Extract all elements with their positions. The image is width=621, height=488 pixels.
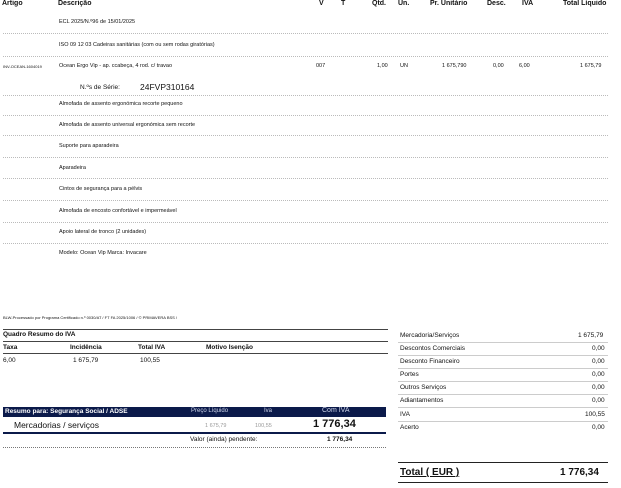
divider	[398, 342, 608, 343]
quadro-iva-taxa: 6,00	[3, 357, 16, 364]
col-v: V	[319, 0, 324, 7]
totais-label: IVA	[400, 411, 410, 418]
resumo-ss-row-preco: 1 675,79	[205, 423, 227, 429]
resumo-ss-col-com-iva: Com IVA	[322, 407, 350, 414]
totais-label: Acerto	[400, 424, 419, 431]
totais-label: Portes	[400, 371, 419, 378]
totais-value: 0,00	[592, 424, 605, 431]
accessory-item: Apoio lateral de tronco (2 unidades)	[59, 229, 147, 235]
col-un: Un.	[398, 0, 410, 7]
totais-value: 0,00	[592, 384, 605, 391]
total-label: Total ( EUR )	[400, 467, 460, 478]
divider	[3, 115, 608, 116]
line-iso: ISO 09 12 03 Cadeiras sanitárias (com ou sem rodas giratórias)	[59, 42, 215, 48]
divider	[398, 462, 608, 463]
divider	[3, 243, 608, 244]
col-pr-unitario: Pr. Unitário	[430, 0, 468, 7]
serie-value: 24FVP310164	[140, 82, 195, 92]
divider	[398, 407, 608, 408]
divider	[3, 56, 608, 57]
totais-value: 0,00	[592, 345, 605, 352]
divider	[3, 33, 608, 34]
divider	[3, 178, 608, 179]
col-descricao: Descrição	[58, 0, 92, 7]
col-t: T	[341, 0, 346, 7]
accessory-item: Aparadeira	[59, 165, 86, 171]
item-v: 007	[316, 63, 326, 69]
divider	[398, 394, 608, 395]
divider	[3, 222, 608, 223]
divider	[398, 368, 608, 369]
totais-value: 1 675,79	[578, 332, 604, 339]
quadro-iva-total-iva: 100,55	[140, 357, 160, 364]
totais-label: Outros Serviços	[400, 384, 447, 391]
col-qtd: Qtd.	[372, 0, 386, 7]
accessory-item: Cintos de segurança para a pélvis	[59, 186, 143, 192]
accessory-item: Suporte para aparadeira	[59, 143, 119, 149]
divider	[3, 329, 388, 330]
item-un: UN	[400, 63, 408, 69]
certificacao-note: BLW-Processado por Programa Certificado n.º 0030/AT / FT FA 2025/1006 / © PRIMAVERA BSS /	[3, 315, 178, 320]
line-ecl: ECL 2025/N.º96 de 15/01/2025	[59, 19, 136, 25]
item-descricao: Ocean Ergo Vip - ap. ccabeça, 4 rod. c/ travao	[59, 63, 173, 69]
resumo-ss-col-iva: Iva	[264, 408, 273, 414]
divider	[3, 135, 608, 136]
totais-label: Mercadoria/Serviços	[400, 332, 460, 339]
serie-label: N.ºs de Série:	[80, 84, 120, 91]
accessory-item: Modelo: Ocean Vip Marca: Invacare	[59, 250, 147, 256]
quadro-iva-incidencia: 1 675,79	[73, 357, 99, 364]
divider	[3, 353, 388, 354]
quadro-iva-col-taxa: Taxa	[3, 344, 18, 351]
item-artigo: INV-OCEAN-1604019	[3, 64, 42, 69]
accessory-item: Almofada de encosto confortável e impermeável	[59, 208, 177, 214]
item-qtd: 1,00	[377, 63, 388, 69]
col-total-liquido: Total Líquido	[563, 0, 607, 7]
accessory-item: Almofada de assento universal ergonómica sem recorte	[59, 122, 196, 128]
item-desc: 0,00	[493, 63, 504, 69]
totais-value: 0,00	[592, 358, 605, 365]
totais-label: Desconto Financeiro	[400, 358, 460, 365]
divider	[398, 421, 608, 422]
accessory-item: Almofada de assento ergonómica recorte pequeno	[59, 101, 183, 107]
col-iva: IVA	[522, 0, 534, 7]
totais-value: 0,00	[592, 371, 605, 378]
item-total: 1 675,79	[580, 63, 602, 69]
quadro-iva-title: Quadro Resumo do IVA	[3, 331, 76, 338]
totais-value: 0,00	[592, 397, 605, 404]
pendente-label: Valor (ainda) pendente:	[190, 436, 258, 443]
totais-label: Adiantamentos	[400, 397, 444, 404]
resumo-ss-row-iva: 100,55	[255, 423, 272, 429]
divider	[3, 432, 386, 434]
pendente-value: 1 776,34	[327, 436, 353, 443]
divider	[3, 341, 388, 342]
col-desc: Desc.	[487, 0, 506, 7]
total-value: 1 776,34	[560, 467, 599, 478]
divider	[398, 381, 608, 382]
quadro-iva-col-incidencia: Incidência	[70, 344, 102, 351]
quadro-iva-col-motivo: Motivo Isenção	[206, 344, 253, 351]
resumo-ss-row-label: Mercadorias / serviços	[14, 420, 100, 430]
totais-value: 100,55	[585, 411, 605, 418]
divider	[3, 95, 608, 96]
divider	[3, 447, 386, 448]
resumo-ss-title: Resumo para: Segurança Social / ADSE	[5, 408, 128, 415]
resumo-ss-row-com-iva: 1 776,34	[313, 418, 356, 430]
divider	[3, 200, 608, 201]
divider	[398, 355, 608, 356]
item-iva: 6,00	[519, 63, 530, 69]
quadro-iva-col-total-iva: Total IVA	[138, 344, 166, 351]
totais-label: Descontos Comerciais	[400, 345, 466, 352]
item-pr-unitario: 1 675,790	[442, 63, 467, 69]
divider	[398, 482, 608, 483]
divider	[3, 157, 608, 158]
col-artigo: Artigo	[2, 0, 23, 7]
resumo-ss-col-preco: Preço Líquido	[191, 408, 229, 414]
